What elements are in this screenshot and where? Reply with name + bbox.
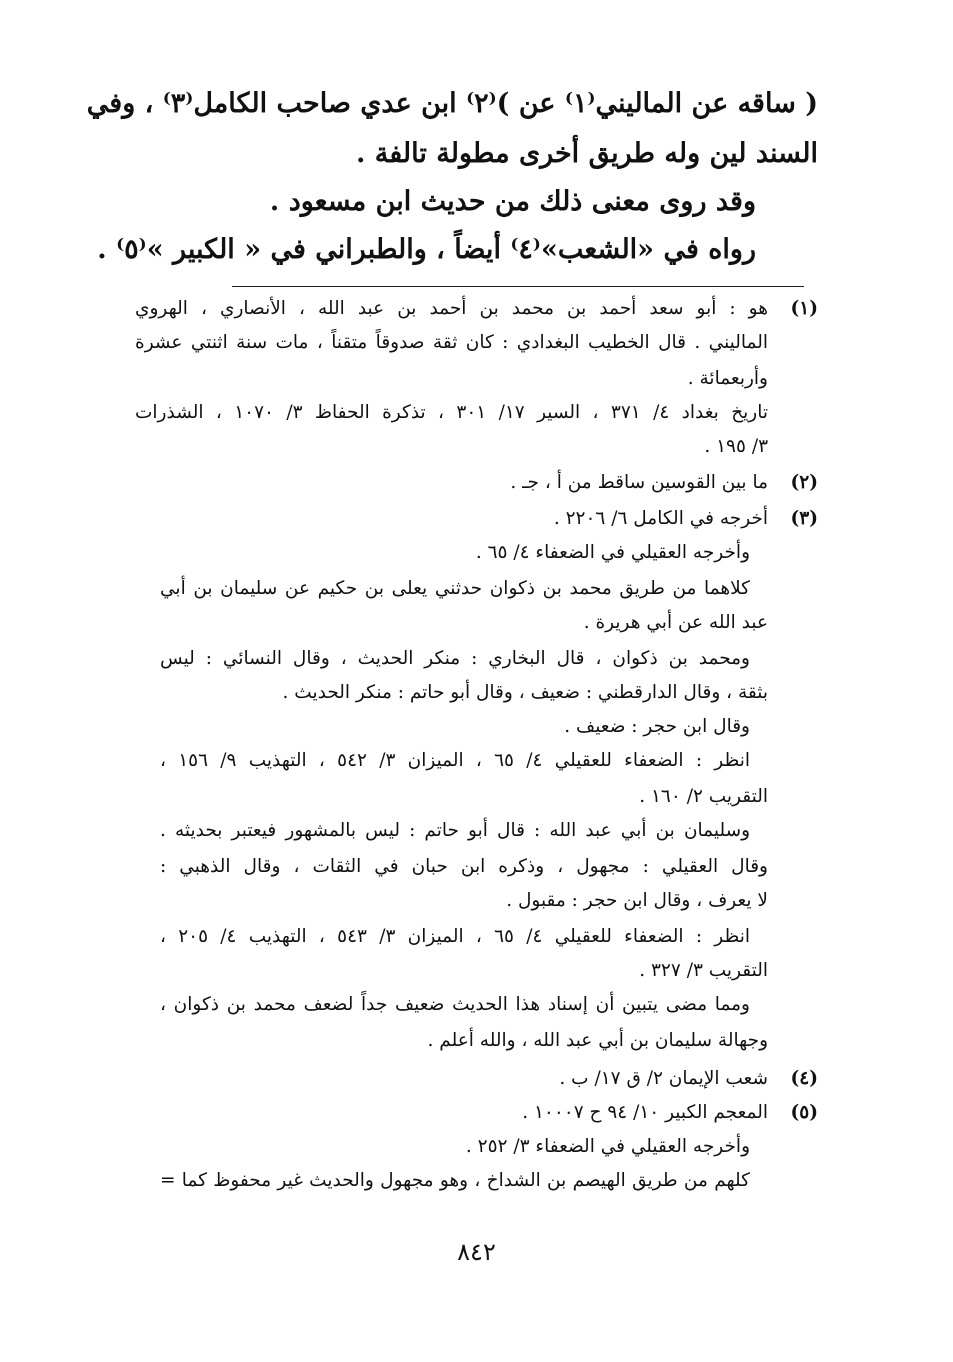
footnote-marker: (٤) [790,1068,818,1089]
footnote-line: كلهم من طريق الهيصم بن الشداخ ، وهو مجهول والحديث غير محفوظ كما = [160,1170,750,1191]
footnote-line: وأربعمائة . [687,368,768,389]
footnote-line: أخرجه في الكامل ٦/ ٢٢٠٦ . [553,508,768,529]
footnote-marker: (١) [790,298,818,319]
footnote-line: التقريب ٢/ ١٦٠ . [639,786,768,807]
footnote-marker: (٢) [790,472,818,493]
page-number: ٨٤٢ [457,1238,496,1266]
footnote-marker: (٥) [790,1102,818,1123]
footnote-line: وسليمان بن أبي عبد الله : قال أبو حاتم : ليس بالمشهور فيعتبر بحديثه . [160,820,750,841]
footnote-line: ومحمد بن ذكوان ، قال البخاري : منكر الحديث ، وقال النسائي : ليس [160,648,750,669]
footnote-line: لا يعرف ، وقال ابن حجر : مقبول . [506,890,768,911]
footnote-separator [232,286,804,287]
footnote-line: شعب الإيمان ٢/ ق ١٧/ ب . [559,1068,768,1089]
footnote-line: التقريب ٣/ ٣٢٧ . [639,960,768,981]
main-text-line: رواه في «الشعب»⁽٤⁾ أيضاً ، والطبراني في « الكبير »⁽٥⁾ . [97,234,756,265]
main-text-line: ( ساقه عن الماليني⁽١⁾ عن )⁽٢⁾ ابن عدي صاحب الكامل⁽٣⁾ ، وفي [86,88,818,119]
footnote-line: تاريخ بغداد ٤/ ٣٧١ ، السير ١٧/ ٣٠١ ، تذكرة الحفاظ ٣/ ١٠٧٠ ، الشذرات [135,402,769,423]
footnote-line: انظر : الضعفاء للعقيلي ٤/ ٦٥ ، الميزان ٣/ ٥٤٢ ، التهذيب ٩/ ١٥٦ ، [160,750,750,771]
footnote-line: بثقة ، وقال الدارقطني : ضعيف ، وقال أبو حاتم : منكر الحديث . [282,682,768,703]
footnote-line: كلاهما من طريق محمد بن ذكوان حدثني يعلى بن حكيم عن سليمان بن أبي [160,578,750,599]
footnote-line: وأخرجه العقيلي في الضعفاء ٤/ ٦٥ . [475,542,750,563]
footnote-line: انظر : الضعفاء للعقيلي ٤/ ٦٥ ، الميزان ٣/ ٥٤٣ ، التهذيب ٤/ ٢٠٥ ، [160,926,750,947]
main-text-line: السند لين وله طريق أخرى مطولة تالفة . [355,138,818,169]
footnote-marker: (٣) [790,508,818,529]
footnote-line: ومما مضى يتبين أن إسناد هذا الحديث ضعيف جداً لضعف محمد بن ذكوان ، [160,994,750,1015]
footnote-line: وقال العقيلي : مجهول ، وذكره ابن حبان في الثقات ، وقال الذهبي : [160,856,768,877]
footnote-line: عبد الله عن أبي هريرة . [583,612,768,633]
footnote-line: ما بين القوسين ساقط من أ ، جـ . [510,472,768,493]
footnote-line: هو : أبو سعد أحمد بن محمد بن أحمد بن عبد الله ، الأنصاري ، الهروي [135,298,768,319]
footnote-line: وجهالة سليمان بن أبي عبد الله ، والله أعلم . [427,1030,768,1051]
footnote-line: وأخرجه العقيلي في الضعفاء ٣/ ٢٥٢ . [465,1136,750,1157]
footnote-line: وقال ابن حجر : ضعيف . [564,716,750,737]
footnote-line: ٣/ ١٩٥ . [704,436,768,457]
main-text-line: وقد روى معنى ذلك من حديث ابن مسعود . [269,186,756,217]
footnote-line: المعجم الكبير ١٠/ ٩٤ ح ١٠٠٠٧ . [522,1102,768,1123]
footnote-line: الماليني . قال الخطيب البغدادي : كان ثقة صدوقاً متقناً ، مات سنة اثنتي عشرة [135,332,768,353]
